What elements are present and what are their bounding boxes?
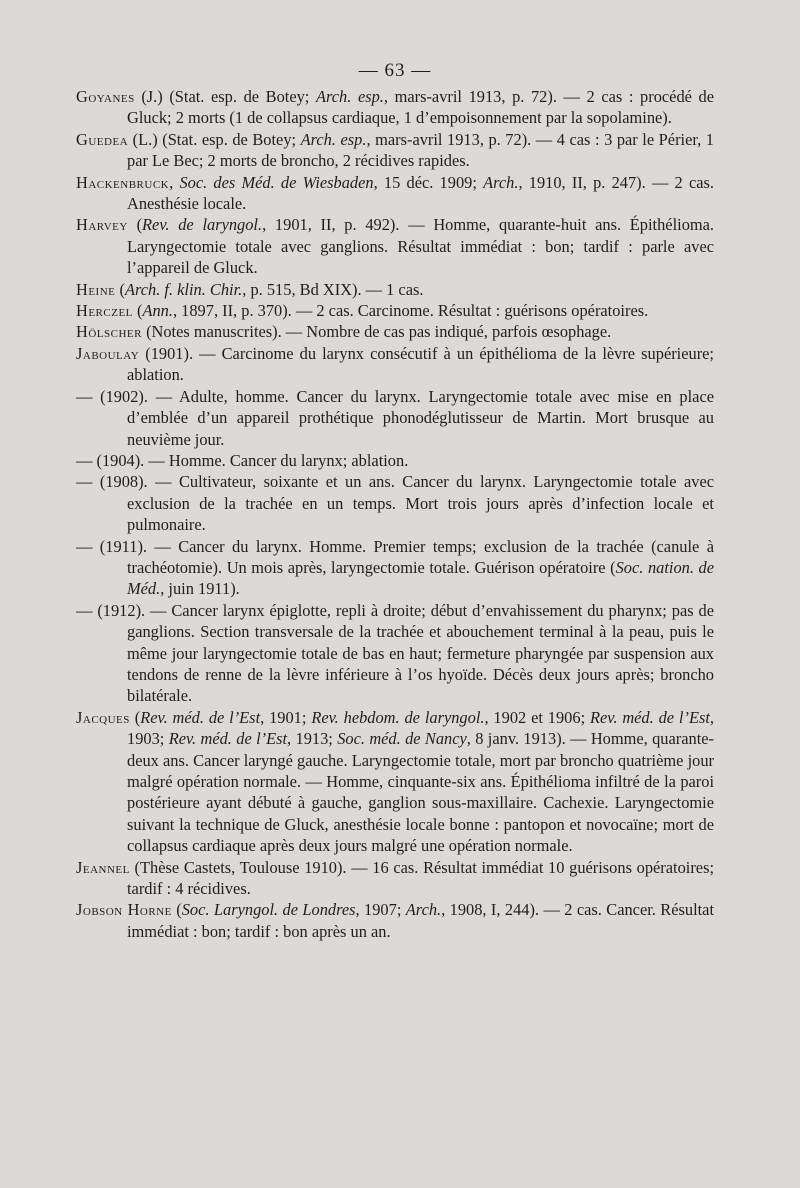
bibliography-entry: Jobson Horne (Soc. Laryngol. de Londres, 1907; Arch., 1908, I, 244). — 2 cas. Cancer. Résultat immédiat : bon; tardif : bon après un an. <box>76 900 715 941</box>
bibliography-entry: Hackenbruck, Soc. des Méd. de Wiesbaden, 15 déc. 1909; Arch., 1910, II, p. 247). — 2 cas. Anesthésie locale. <box>76 172 714 214</box>
bibliography-entry: — (1902). — Adulte, homme. Cancer du larynx. Laryngectomie totale avec mise en place d’emblée d’un appareil prothétique phonodéglutisseur de Martin. Mort brusque au neuvième jour. <box>76 386 714 449</box>
bibliography-entry: Hölscher (Notes manuscrites). — Nombre de cas pas indiqué, parfois œsophage. <box>76 322 612 342</box>
bibliography-entry: Guedea (L.) (Stat. esp. de Botey; Arch. esp., mars-avril 1913, p. 72). — 4 cas : 3 par le Périer, 1 par Le Bec; 2 morts de broncho, 2 récidives rapides. <box>76 129 714 171</box>
bibliography-entry: Heine (Arch. f. klin. Chir., p. 515, Bd XIX). — 1 cas. <box>76 279 424 299</box>
bibliography-entry: Herczel (Ann., 1897, II, p. 370). — 2 cas. Carcinome. Résultat : guérisons opératoires. <box>76 301 649 321</box>
bibliography-entry: — (1912). — Cancer larynx épiglotte, repli à droite; début d’envahissement du pharynx; pas de ganglions. Section transversale de la trachée et abouchement terminal à la peau, puis le même jour laryngectomie totale de bas en haut; fermeture pharyngée par suspension aux tendons de renne de la lèvre inférieure à l’os hyoïde. Décès deux jours après; broncho bilatérale. <box>76 600 714 706</box>
bibliography-entry: — (1904). — Homme. Cancer du larynx; ablation. <box>76 450 409 470</box>
bibliography-entry: — (1908). — Cultivateur, soixante et un ans. Cancer du larynx. Laryngectomie totale avec exclusion de la trachée en un temps. Mort trois jours après d’infection locale et pulmonaire. <box>76 472 714 535</box>
bibliography-entry: Jaboulay (1901). — Carcinome du larynx consécutif à un épithélioma de la lèvre supérieure; ablation. <box>76 343 714 385</box>
bibliography-list <box>76 86 714 942</box>
page-number: — 63 — <box>358 60 432 81</box>
bibliography-entry: Harvey (Rev. de laryngol., 1901, II, p. 492). — Homme, quarante-huit ans. Épithélioma. Laryngectomie totale avec ganglions. Résultat immédiat : bon; tardif : parle avec l’appareil de Gluck. <box>76 215 715 278</box>
bibliography-entry: Jacques (Rev. méd. de l’Est, 1901; Rev. hebdom. de laryngol., 1902 et 1906; Rev. méd. de l’Est, 1903; Rev. méd. de l’Est, 1913; Soc. méd. de Nancy, 8 janv. 1913). — Homme, quarante-deux ans. Cancer laryngé gauche. Laryngectomie totale, mort par broncho quatrième jour malgré opération normale. — Homme, cinquante-six ans. Épithélioma infiltré de la paroi postérieure ayant débuté à gauche, ganglion sous-maxillaire. Cachexie. Laryngectomie suivant la technique de Gluck, anesthésie locale bonne : pantopon et novocaïne; mort de collapsus cardiaque après deux jours malgré une opération normale. <box>76 707 714 856</box>
bibliography-entry: Jeannel (Thèse Castets, Toulouse 1910). — 16 cas. Résultat immédiat 10 guérisons opératoires; tardif : 4 récidives. <box>76 857 714 899</box>
bibliography-entry: — (1911). — Cancer du larynx. Homme. Premier temps; exclusion de la trachée (canule à trachéotomie). Un mois après, laryngectomie totale. Guérison opératoire (Soc. nation. de Méd., juin 1911). <box>76 536 714 599</box>
bibliography-entry: Goyanes (J.) (Stat. esp. de Botey; Arch. esp., mars-avril 1913, p. 72). — 2 cas : procédé de Gluck; 2 morts (1 de collapsus cardiaque, 1 d’empoisonnement par la sopolamine). <box>76 87 714 128</box>
